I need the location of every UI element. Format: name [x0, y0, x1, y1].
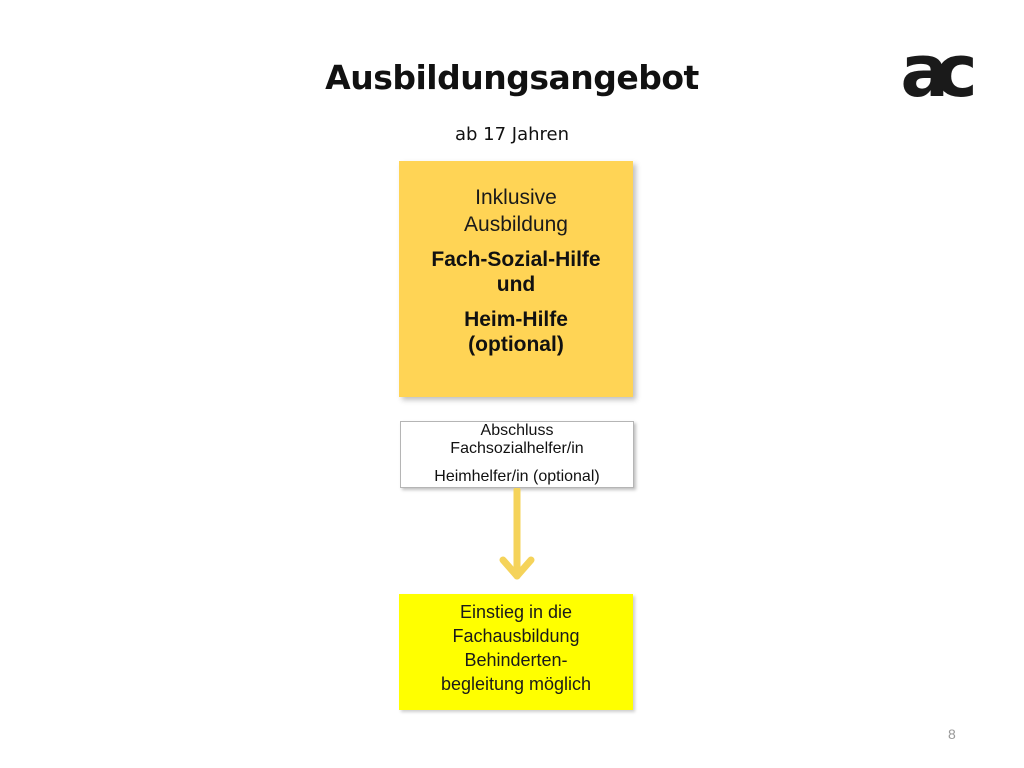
qualification-box — [400, 421, 634, 488]
result-line-3: Heimhelfer/in (optional) — [434, 468, 600, 485]
final-line-3: Behinderten- — [464, 650, 568, 670]
slide-title: Ausbildungsangebot — [325, 58, 699, 97]
result-line-2: Fachsozialhelfer/in — [450, 440, 584, 457]
slide-subtitle: ab 17 Jahren — [454, 124, 570, 145]
inclusive-training-box — [399, 161, 633, 397]
final-line-2: Fachausbildung — [452, 626, 580, 646]
result-line-1: Abschluss — [480, 422, 554, 439]
main-box-bold-3: Heim-Hilfe — [464, 308, 568, 331]
final-line-1: Einstieg in die — [459, 602, 573, 622]
page-number: 8 — [948, 726, 956, 742]
main-box-line-1: Inklusive — [475, 186, 557, 209]
main-box-bold-1: Fach-Sozial-Hilfe — [431, 248, 601, 271]
main-box-line-2: Ausbildung — [464, 213, 568, 236]
down-arrow-icon — [499, 488, 535, 584]
main-box-bold-2: und — [496, 273, 536, 296]
final-line-4: begleitung möglich — [440, 674, 592, 694]
next-step-box — [399, 594, 633, 710]
ac-logo — [887, 40, 977, 106]
main-box-bold-4: (optional) — [468, 333, 564, 356]
logo-lettering: ac — [900, 40, 964, 106]
